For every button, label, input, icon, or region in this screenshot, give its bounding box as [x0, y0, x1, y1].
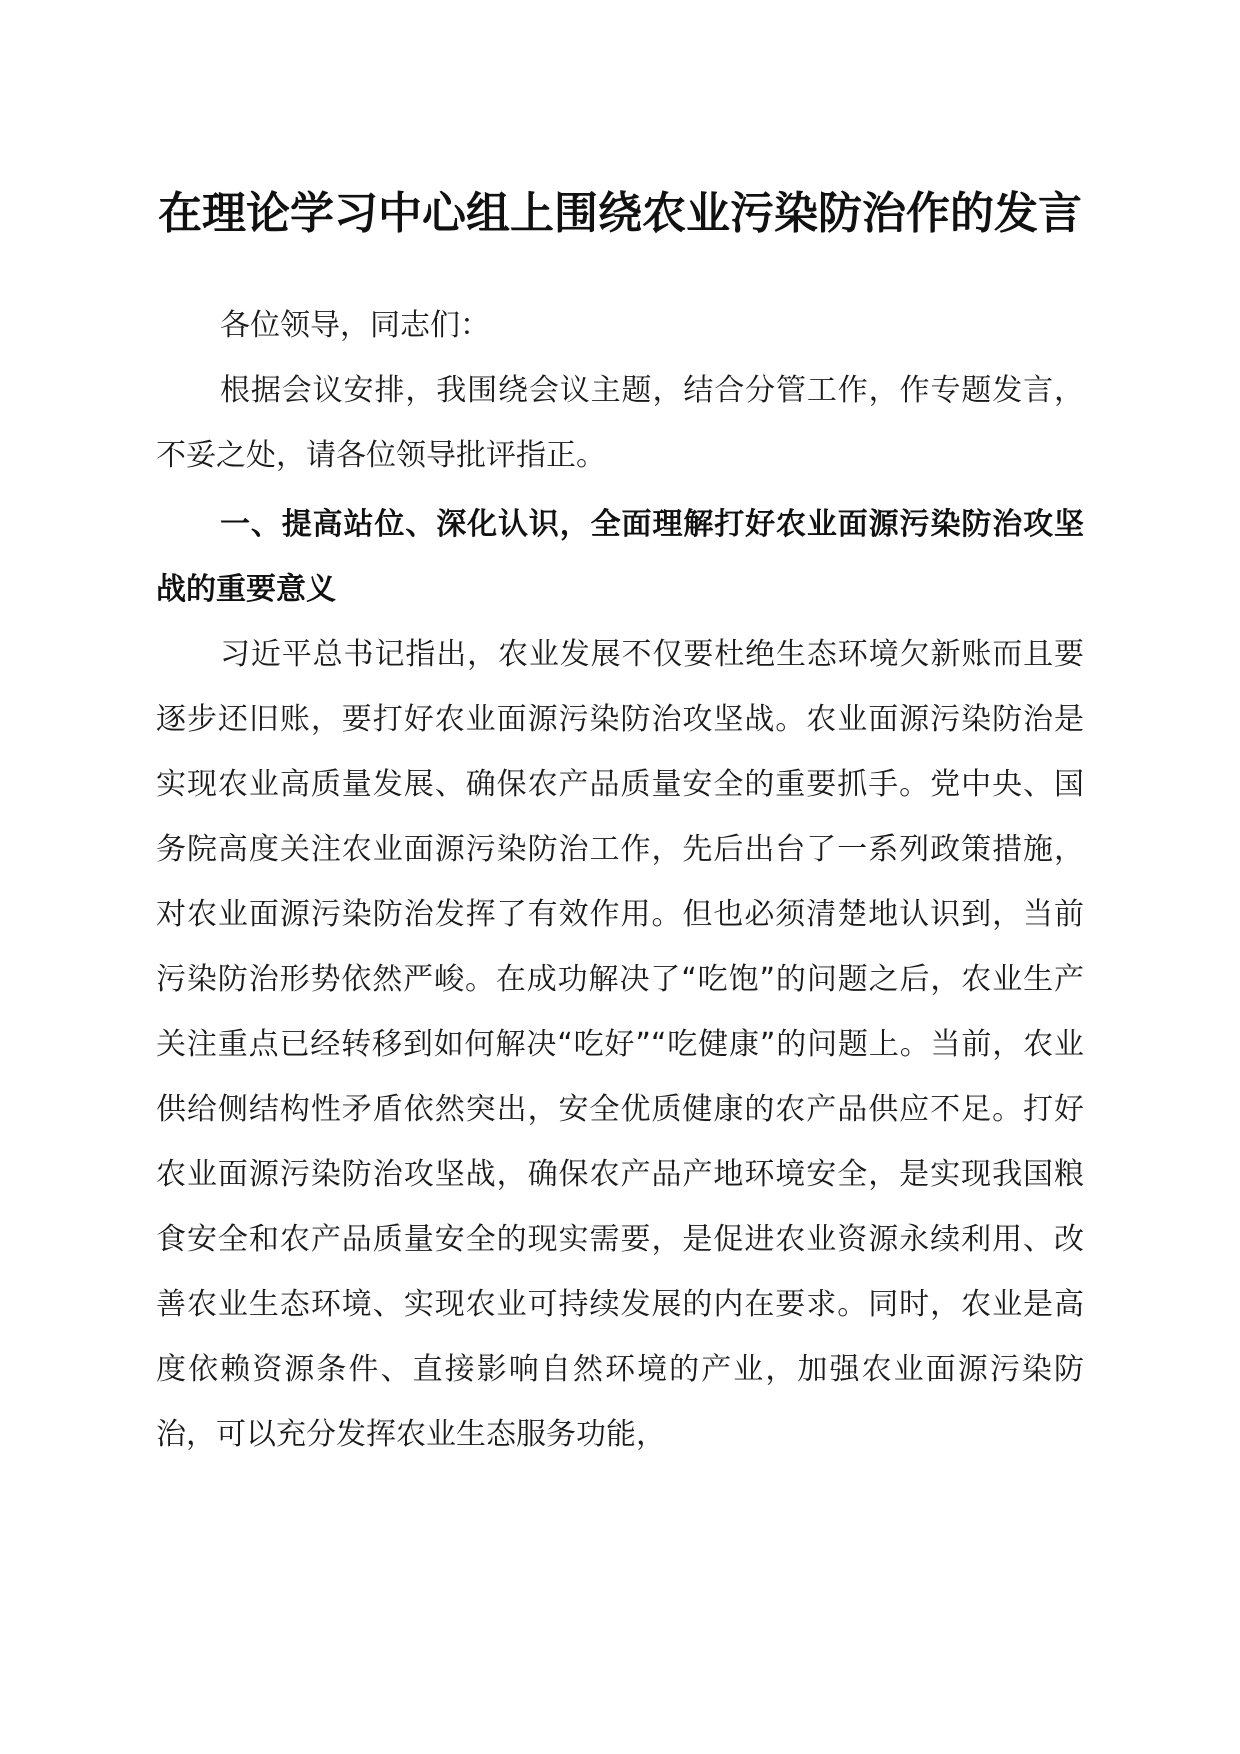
document-body: [156, 293, 1084, 1467]
document-title: 在理论学习中心组上围绕农业污染防治作的发言: [158, 188, 1082, 239]
salutation: 各位领导，同志们：: [220, 308, 490, 343]
intro-paragraph: 根据会议安排，我围绕会议主题，结合分管工作，作专题发言，不妥之处，请各位领导批评指正。: [156, 373, 1084, 473]
section-heading: 一、提高站位、深化认识，全面理解打好农业面源污染防治攻坚战的重要意义: [156, 507, 1084, 607]
body-paragraph: 习近平总书记指出，农业发展不仅要杜绝生态环境欠新账而且要逐步还旧账，要打好农业面源污染防治攻坚战。农业面源污染防治是实现农业高质量发展、确保农产品质量安全的重要抓手。党中央、国务院高度关注农业面源污染防治工作，先后出台了一系列政策措施，对农业面源污染防治发挥了有效作用。但也必须清楚地认识到，当前污染防治形势依然严峻。在成功解决了“吃饱”的问题之后，农业生产关注重点已经转移到如何解决“吃好”“吃健康”的问题上。当前，农业供给侧结构性矛盾依然突出，安全优质健康的农产品供应不足。打好农业面源污染防治攻坚战，确保农产品产地环境安全，是实现我国粮食安全和农产品质量安全的现实需要，是促进农业资源永续利用、改善农业生态环境、实现农业可持续发展的内在要求。同时，农业是高度依赖资源条件、直接影响自然环境的产业，加强农业面源污染防治，可以充分发挥农业生态服务功能，: [156, 637, 1084, 1452]
